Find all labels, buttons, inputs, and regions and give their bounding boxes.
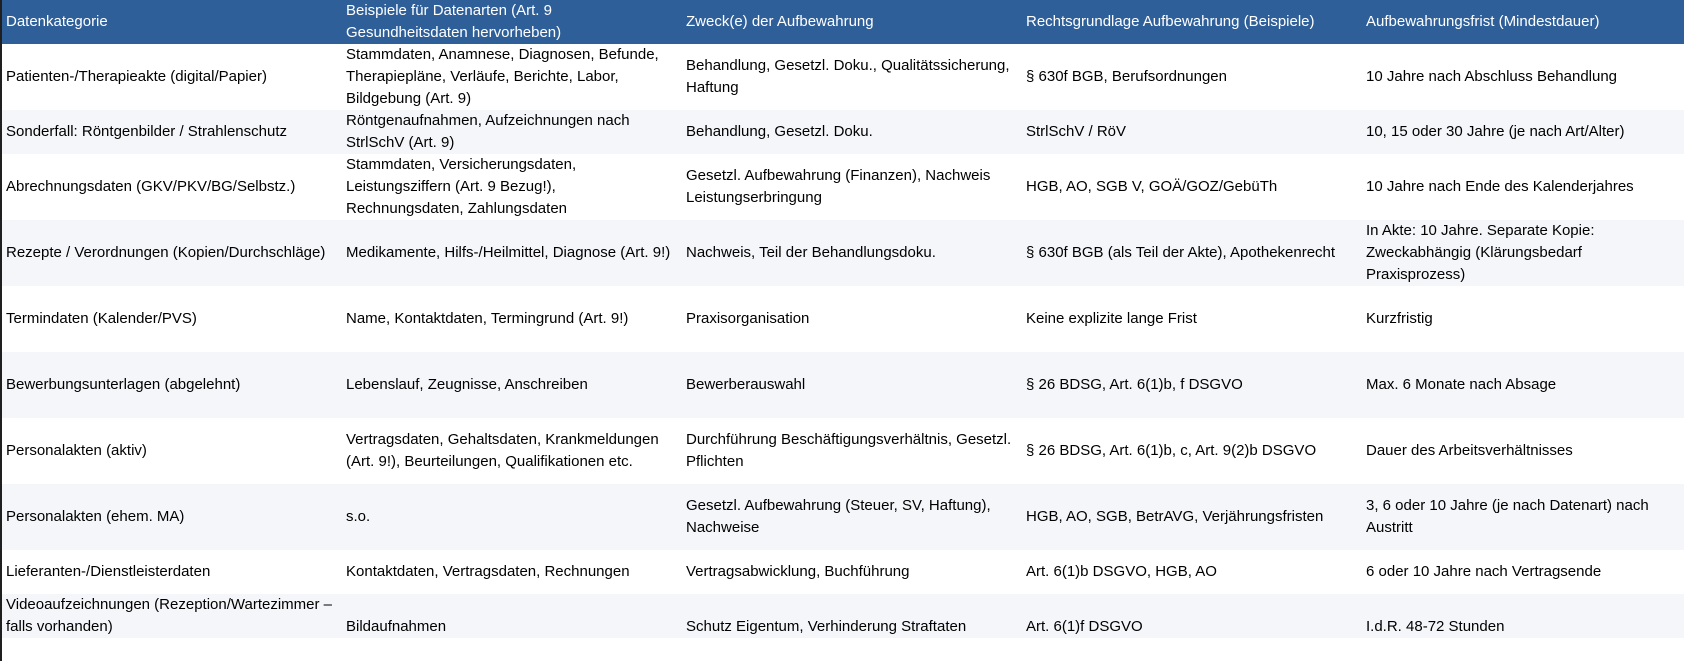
table-row bbox=[0, 484, 1684, 550]
table-cell[interactable]: Praxisorganisation bbox=[680, 286, 1020, 352]
table-cell[interactable]: Stammdaten, Anamnese, Diagnosen, Befunde, Therapiepläne, Verläufe, Berichte, Labor, Bildgebung (Art. 9) bbox=[340, 44, 680, 110]
table-cell[interactable]: Bewerbungsunterlagen (abgelehnt) bbox=[0, 352, 340, 418]
table-cell[interactable]: Gesetzl. Aufbewahrung (Finanzen), Nachweis Leistungserbringung bbox=[680, 154, 1020, 220]
header-row bbox=[0, 0, 1684, 44]
table-cell[interactable]: § 26 BDSG, Art. 6(1)b, c, Art. 9(2)b DSGVO bbox=[1020, 418, 1360, 484]
table-cell[interactable]: Vertragsdaten, Gehaltsdaten, Krankmeldungen (Art. 9!), Beurteilungen, Qualifikationen etc. bbox=[340, 418, 680, 484]
table-cell[interactable]: Art. 6(1)f DSGVO bbox=[1020, 594, 1360, 638]
table-cell[interactable]: 6 oder 10 Jahre nach Vertragsende bbox=[1360, 550, 1684, 594]
table-cell[interactable]: Patienten-/Therapieakte (digital/Papier) bbox=[0, 44, 340, 110]
table-cell[interactable]: Name, Kontaktdaten, Termingrund (Art. 9!) bbox=[340, 286, 680, 352]
table-row bbox=[0, 594, 1684, 638]
table-cell[interactable]: Bewerberauswahl bbox=[680, 352, 1020, 418]
table-row bbox=[0, 154, 1684, 220]
table-row bbox=[0, 550, 1684, 594]
header-beispiele[interactable]: Beispiele für Datenarten (Art. 9 Gesundheitsdaten hervorheben) bbox=[340, 0, 680, 44]
table-cell[interactable]: Nachweis, Teil der Behandlungsdoku. bbox=[680, 220, 1020, 286]
table-cell[interactable]: Keine explizite lange Frist bbox=[1020, 286, 1360, 352]
table-cell[interactable]: Stammdaten, Versicherungsdaten, Leistungsziffern (Art. 9 Bezug!), Rechnungsdaten, Zahlungsdaten bbox=[340, 154, 680, 220]
table-cell[interactable]: StrlSchV / RöV bbox=[1020, 110, 1360, 154]
table-cell[interactable]: § 630f BGB (als Teil der Akte), Apothekenrecht bbox=[1020, 220, 1360, 286]
table-cell[interactable]: Lieferanten-/Dienstleisterdaten bbox=[0, 550, 340, 594]
table-cell[interactable]: Videoaufzeichnungen (Rezeption/Wartezimmer – falls vorhanden) bbox=[0, 594, 340, 638]
header-rechtsgrundlage[interactable]: Rechtsgrundlage Aufbewahrung (Beispiele) bbox=[1020, 0, 1360, 44]
table-cell[interactable]: Personalakten (ehem. MA) bbox=[0, 484, 340, 550]
table-cell[interactable]: 10 Jahre nach Ende des Kalenderjahres bbox=[1360, 154, 1684, 220]
table-cell[interactable]: Vertragsabwicklung, Buchführung bbox=[680, 550, 1020, 594]
table-row bbox=[0, 286, 1684, 352]
table-cell[interactable]: Gesetzl. Aufbewahrung (Steuer, SV, Haftung), Nachweise bbox=[680, 484, 1020, 550]
table-cell[interactable]: In Akte: 10 Jahre. Separate Kopie: Zweckabhängig (Klärungsbedarf Praxisprozess) bbox=[1360, 220, 1684, 286]
table-cell[interactable]: Lebenslauf, Zeugnisse, Anschreiben bbox=[340, 352, 680, 418]
table-cell[interactable]: Kontaktdaten, Vertragsdaten, Rechnungen bbox=[340, 550, 680, 594]
table-cell[interactable]: Sonderfall: Röntgenbilder / Strahlenschutz bbox=[0, 110, 340, 154]
table-cell[interactable]: Medikamente, Hilfs-/Heilmittel, Diagnose (Art. 9!) bbox=[340, 220, 680, 286]
table-cell[interactable]: Personalakten (aktiv) bbox=[0, 418, 340, 484]
table-cell[interactable]: HGB, AO, SGB, BetrAVG, Verjährungsfristen bbox=[1020, 484, 1360, 550]
header-datenkategorie[interactable]: Datenkategorie bbox=[0, 0, 340, 44]
table-row bbox=[0, 110, 1684, 154]
table-cell[interactable]: Max. 6 Monate nach Absage bbox=[1360, 352, 1684, 418]
table-cell[interactable]: Röntgenaufnahmen, Aufzeichnungen nach StrlSchV (Art. 9) bbox=[340, 110, 680, 154]
table-row bbox=[0, 44, 1684, 110]
table-cell[interactable]: Schutz Eigentum, Verhinderung Straftaten bbox=[680, 594, 1020, 638]
table-row bbox=[0, 352, 1684, 418]
table-row bbox=[0, 418, 1684, 484]
table-cell[interactable]: HGB, AO, SGB V, GOÄ/GOZ/GebüTh bbox=[1020, 154, 1360, 220]
table-cell[interactable]: § 26 BDSG, Art. 6(1)b, f DSGVO bbox=[1020, 352, 1360, 418]
table-cell[interactable]: Rezepte / Verordnungen (Kopien/Durchschläge) bbox=[0, 220, 340, 286]
table-cell[interactable]: I.d.R. 48-72 Stunden bbox=[1360, 594, 1684, 638]
table-cell[interactable]: Termindaten (Kalender/PVS) bbox=[0, 286, 340, 352]
table-cell[interactable]: Dauer des Arbeitsverhältnisses bbox=[1360, 418, 1684, 484]
table-cell[interactable]: Bildaufnahmen bbox=[340, 594, 680, 638]
table-cell[interactable]: Art. 6(1)b DSGVO, HGB, AO bbox=[1020, 550, 1360, 594]
table-cell[interactable]: 10, 15 oder 30 Jahre (je nach Art/Alter) bbox=[1360, 110, 1684, 154]
left-border-line bbox=[0, 0, 2, 661]
table-cell[interactable]: Behandlung, Gesetzl. Doku., Qualitätssicherung, Haftung bbox=[680, 44, 1020, 110]
table-row bbox=[0, 220, 1684, 286]
table-cell[interactable]: 10 Jahre nach Abschluss Behandlung bbox=[1360, 44, 1684, 110]
header-aufbewahrungsfrist[interactable]: Aufbewahrungsfrist (Mindestdauer) bbox=[1360, 0, 1684, 44]
table-cell[interactable]: s.o. bbox=[340, 484, 680, 550]
table-cell[interactable]: § 630f BGB, Berufsordnungen bbox=[1020, 44, 1360, 110]
table-cell[interactable]: Behandlung, Gesetzl. Doku. bbox=[680, 110, 1020, 154]
table-cell[interactable]: Durchführung Beschäftigungsverhältnis, Gesetzl. Pflichten bbox=[680, 418, 1020, 484]
table-cell[interactable]: 3, 6 oder 10 Jahre (je nach Datenart) nach Austritt bbox=[1360, 484, 1684, 550]
table-cell[interactable]: Abrechnungsdaten (GKV/PKV/BG/Selbstz.) bbox=[0, 154, 340, 220]
table-cell[interactable]: Kurzfristig bbox=[1360, 286, 1684, 352]
header-zweck[interactable]: Zweck(e) der Aufbewahrung bbox=[680, 0, 1020, 44]
